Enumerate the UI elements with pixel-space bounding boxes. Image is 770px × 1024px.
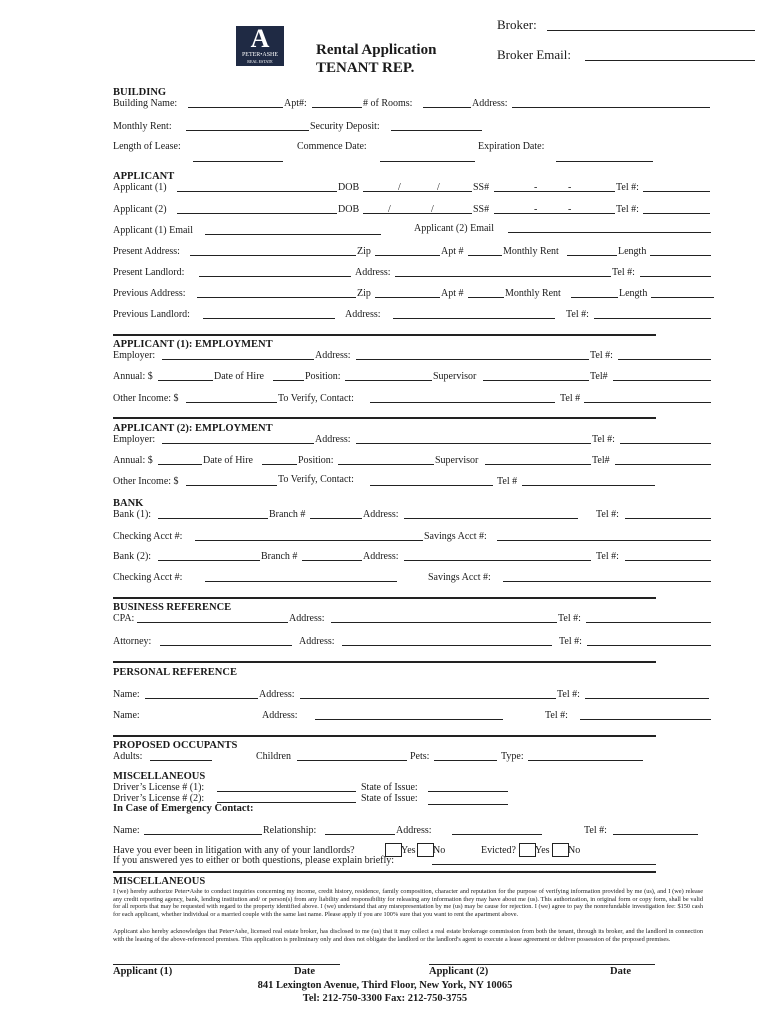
other-income1-label: Other Income: $ xyxy=(113,393,179,404)
applicant1-email-field[interactable] xyxy=(205,234,381,235)
verify2-label: To Verify, Contact: xyxy=(278,474,354,485)
dob-slash: / xyxy=(398,182,401,193)
attorney-address-label: Address: xyxy=(299,636,335,647)
applicant1-dob-field[interactable] xyxy=(363,191,472,192)
applicant2-tel-field[interactable] xyxy=(643,213,710,214)
supervisor2-label: Supervisor xyxy=(435,455,479,466)
hire1-field[interactable] xyxy=(273,380,304,381)
bank2-address-label: Address: xyxy=(363,551,399,562)
present-landlord-tel-field[interactable] xyxy=(640,276,711,277)
present-rent-label: Monthly Rent xyxy=(503,246,559,257)
section-divider xyxy=(113,871,656,873)
cpa-tel-label: Tel #: xyxy=(558,613,581,624)
authorization-text: I (we) hereby authorize Peter•Ashe to conduct inquiries concerning my income, credit history, residence, family composition, character and reputation for the purpose of verifying information provided by me (us), and I (we) release any credit reporting agency, bank, lending institution and/ or person(s) from any liability and responsibility for releasing any information they may have about me (us). This authorization, in original form or copy form, shall be valid for all reports that may be requested with regard to the property identified above. I (we) understand that any misrepresentation by me (us) may be cause for rejection. I (we) agree to pay the nonrefundable investigation fee: $150 cash for each applicant, whether individual or a married couple with the same last name. Please apply if you are 100% sure that you want to rent the apartment above. xyxy=(113,888,703,919)
previous-length-field[interactable] xyxy=(651,297,714,298)
bank2-tel-field[interactable] xyxy=(625,560,711,561)
business-reference-heading: BUSINESS REFERENCE xyxy=(113,602,232,613)
applicant2-signature-line[interactable] xyxy=(429,964,655,965)
bank1-address-field[interactable] xyxy=(404,518,578,519)
verify1-label: To Verify, Contact: xyxy=(278,393,354,404)
apt-field[interactable] xyxy=(312,107,362,108)
applicant2-label: Applicant (2) xyxy=(113,204,167,215)
other-income2-label: Other Income: $ xyxy=(113,476,179,487)
lease-length-field[interactable] xyxy=(193,161,283,162)
apt-label: Apt#: xyxy=(284,98,307,109)
ss-dash: - xyxy=(534,182,538,193)
relationship-label: Relationship: xyxy=(263,825,317,836)
license1-field[interactable] xyxy=(217,791,356,792)
applicant1-tel-label: Tel #: xyxy=(616,182,639,193)
license1-state-label: State of Issue: xyxy=(361,782,418,793)
present-rent-field[interactable] xyxy=(567,255,617,256)
previous-landlord-tel-label: Tel #: xyxy=(566,309,589,320)
building-heading: BUILDING xyxy=(113,87,167,98)
emergency-contact-heading: In Case of Emergency Contact: xyxy=(113,803,254,814)
section-divider xyxy=(113,334,656,336)
emergency-tel-field[interactable] xyxy=(613,834,698,835)
logo-name: PETER•ASHE xyxy=(241,52,279,58)
personal1-address-label: Address: xyxy=(259,689,295,700)
checking1-field[interactable] xyxy=(195,540,423,541)
annual2-field[interactable] xyxy=(158,464,202,465)
broker-label: Broker: xyxy=(497,17,537,32)
previous-landlord-tel-field[interactable] xyxy=(594,318,711,319)
employment2-heading: APPLICANT (2): EMPLOYMENT xyxy=(113,423,273,434)
employer2-label: Employer: xyxy=(113,434,156,445)
footer-address: 841 Lexington Avenue, Third Floor, New York, NY 10065 xyxy=(257,980,513,991)
rooms-label: # of Rooms: xyxy=(363,98,413,109)
dob-slash: / xyxy=(388,204,391,215)
adults-label: Adults: xyxy=(113,751,143,762)
present-zip-label: Zip xyxy=(357,246,371,257)
monthly-rent-field[interactable] xyxy=(186,130,309,131)
broker-email-label: Broker Email: xyxy=(497,47,572,62)
previous-landlord-label: Previous Landlord: xyxy=(113,309,190,320)
other-income1-field[interactable] xyxy=(186,402,277,403)
dob-slash: / xyxy=(437,182,440,193)
employer1-tel-label: Tel #: xyxy=(590,350,613,361)
present-length-label: Length xyxy=(618,246,647,257)
litigation-no-label: No xyxy=(433,845,446,856)
applicant1-date-label: Date xyxy=(294,966,315,977)
present-zip-field[interactable] xyxy=(375,255,440,256)
annual1-label: Annual: $ xyxy=(113,371,153,382)
employer1-label: Employer: xyxy=(113,350,156,361)
cpa-field[interactable] xyxy=(137,622,288,623)
logo-letter: A xyxy=(250,24,270,53)
form-title: Rental Application xyxy=(316,42,437,58)
personal2-tel-field[interactable] xyxy=(580,719,711,720)
ss-dash: - xyxy=(568,204,572,215)
bank2-label: Bank (2): xyxy=(113,551,152,562)
previous-zip-field[interactable] xyxy=(375,297,440,298)
license1-state-field[interactable] xyxy=(428,791,508,792)
present-apt-label: Apt # xyxy=(441,246,464,257)
litigation-yes-label: Yes xyxy=(401,845,416,856)
applicant2-signature-label: Applicant (2) xyxy=(429,966,489,977)
footer-phone: Tel: 212-750-3300 Fax: 212-750-3755 xyxy=(302,993,468,1004)
employer1-field[interactable] xyxy=(162,359,314,360)
applicant2-date-label: Date xyxy=(610,966,631,977)
personal-reference-heading: PERSONAL REFERENCE xyxy=(113,667,237,678)
previous-zip-label: Zip xyxy=(357,288,371,299)
employer2-tel-label: Tel #: xyxy=(592,434,615,445)
verify1-tel-field[interactable] xyxy=(584,402,711,403)
building-address-field[interactable] xyxy=(512,107,710,108)
adults-field[interactable] xyxy=(150,760,212,761)
acknowledgement-text: Applicant also hereby acknowledges that Peter•Ashe, licensed real estate broker, has disclosed to me (us) that it may collect a real estate brokerage commission from both the tenant, through its broker, and the landlord in connection with the leasing of the above-referenced premises. This application is preliminary only and does not obligate the landlord or the landlord's agent to execute a lease agreement or deliver possession of the proposed premises. xyxy=(113,928,703,943)
broker-field[interactable] xyxy=(547,30,755,31)
broker-email-field[interactable] xyxy=(585,60,755,61)
attorney-address-field[interactable] xyxy=(342,645,552,646)
present-length-field[interactable] xyxy=(650,255,711,256)
expiration-date-label: Expiration Date: xyxy=(478,141,545,152)
emergency-name-label: Name: xyxy=(113,825,140,836)
evicted-no-checkbox[interactable] xyxy=(552,843,569,857)
bank-heading: BANK xyxy=(113,498,144,509)
applicant2-ss-field[interactable] xyxy=(494,213,615,214)
personal2-tel-label: Tel #: xyxy=(545,710,568,721)
present-address-label: Present Address: xyxy=(113,246,180,257)
employer2-address-label: Address: xyxy=(315,434,351,445)
applicant1-tel-field[interactable] xyxy=(643,191,710,192)
checking1-label: Checking Acct #: xyxy=(113,531,183,542)
employer1-tel2-field[interactable] xyxy=(613,380,711,381)
applicant2-email-field[interactable] xyxy=(508,232,711,233)
savings1-label: Savings Acct #: xyxy=(424,531,487,542)
employer2-field[interactable] xyxy=(162,443,314,444)
building-address-label: Address: xyxy=(472,98,508,109)
expiration-date-field[interactable] xyxy=(556,161,653,162)
applicant2-dob-field[interactable] xyxy=(363,213,472,214)
annual2-label: Annual: $ xyxy=(113,455,153,466)
bank2-field[interactable] xyxy=(158,560,260,561)
form-subtitle: TENANT REP. xyxy=(316,60,415,76)
previous-apt-label: Apt # xyxy=(441,288,464,299)
emergency-tel-label: Tel #: xyxy=(584,825,607,836)
commence-date-field[interactable] xyxy=(380,161,475,162)
bank1-address-label: Address: xyxy=(363,509,399,520)
explain-field[interactable] xyxy=(432,864,656,865)
bank1-tel-field[interactable] xyxy=(625,518,711,519)
children-field[interactable] xyxy=(297,760,407,761)
previous-rent-label: Monthly Rent xyxy=(505,288,561,299)
bank2-branch-label: Branch # xyxy=(261,551,298,562)
applicant2-dob-label: DOB xyxy=(338,204,360,215)
present-landlord-label: Present Landlord: xyxy=(113,267,185,278)
employer1-address-label: Address: xyxy=(315,350,351,361)
applicant1-email-label: Applicant (1) Email xyxy=(113,225,193,236)
applicant1-ss-label: SS# xyxy=(473,182,490,193)
personal2-address-field[interactable] xyxy=(315,719,503,720)
logo-sub: REAL ESTATE xyxy=(247,59,273,64)
employer2-tel2-label: Tel# xyxy=(592,455,610,466)
security-deposit-label: Security Deposit: xyxy=(310,121,380,132)
applicant1-ss-field[interactable] xyxy=(494,191,615,192)
license2-state-label: State of Issue: xyxy=(361,793,418,804)
employer2-tel2-field[interactable] xyxy=(615,464,711,465)
employer1-tel2-label: Tel# xyxy=(590,371,608,382)
bank1-branch-field[interactable] xyxy=(310,518,362,519)
evicted-no-label: No xyxy=(568,845,581,856)
evicted-yes-checkbox[interactable] xyxy=(519,843,536,857)
verify1-field[interactable] xyxy=(370,402,555,403)
building-name-field[interactable] xyxy=(188,107,283,108)
applicant2-name-field[interactable] xyxy=(177,213,337,214)
license2-label: Driver’s License # (2): xyxy=(113,793,205,804)
personal1-name-field[interactable] xyxy=(145,698,258,699)
bank2-tel-label: Tel #: xyxy=(596,551,619,562)
applicant2-ss-label: SS# xyxy=(473,204,490,215)
present-landlord-field[interactable] xyxy=(199,276,351,277)
bank1-label: Bank (1): xyxy=(113,509,152,520)
pet-type-field[interactable] xyxy=(528,760,643,761)
present-apt-field[interactable] xyxy=(468,255,502,256)
attorney-tel-label: Tel #: xyxy=(559,636,582,647)
attorney-tel-field[interactable] xyxy=(587,645,711,646)
position2-label: Position: xyxy=(298,455,334,466)
bank1-tel-label: Tel #: xyxy=(596,509,619,520)
attorney-field[interactable] xyxy=(160,645,292,646)
emergency-name-field[interactable] xyxy=(144,834,262,835)
personal1-address-field[interactable] xyxy=(300,698,556,699)
ss-dash: - xyxy=(568,182,572,193)
company-logo xyxy=(236,26,284,66)
employment1-heading: APPLICANT (1): EMPLOYMENT xyxy=(113,339,273,350)
lease-length-label: Length of Lease: xyxy=(113,141,181,152)
rooms-field[interactable] xyxy=(423,107,471,108)
employer1-tel-field[interactable] xyxy=(618,359,711,360)
applicant1-dob-label: DOB xyxy=(338,182,360,193)
savings2-label: Savings Acct #: xyxy=(428,572,491,583)
section-divider xyxy=(113,417,656,419)
employer2-tel-field[interactable] xyxy=(620,443,711,444)
applicant-heading: APPLICANT xyxy=(113,171,175,182)
annual1-field[interactable] xyxy=(158,380,213,381)
section-divider xyxy=(113,735,656,737)
hire2-label: Date of Hire xyxy=(203,455,253,466)
applicant2-email-label: Applicant (2) Email xyxy=(414,223,494,234)
personal2-address-label: Address: xyxy=(262,710,298,721)
verify2-tel-label: Tel # xyxy=(497,476,518,487)
previous-landlord-address-label: Address: xyxy=(345,309,381,320)
present-landlord-address-field[interactable] xyxy=(395,276,611,277)
checking2-field[interactable] xyxy=(205,581,397,582)
previous-landlord-address-field[interactable] xyxy=(393,318,555,319)
personal1-name-label: Name: xyxy=(113,689,140,700)
pets-field[interactable] xyxy=(434,760,497,761)
savings1-field[interactable] xyxy=(497,540,711,541)
cpa-address-field[interactable] xyxy=(331,622,557,623)
ss-dash: - xyxy=(534,204,538,215)
commence-date-label: Commence Date: xyxy=(297,141,367,152)
personal1-tel-label: Tel #: xyxy=(557,689,580,700)
cpa-tel-field[interactable] xyxy=(586,622,711,623)
cpa-label: CPA: xyxy=(113,613,135,624)
relationship-field[interactable] xyxy=(325,834,395,835)
supervisor2-field[interactable] xyxy=(485,464,591,465)
previous-apt-field[interactable] xyxy=(468,297,504,298)
occupants-heading: PROPOSED OCCUPANTS xyxy=(113,740,238,751)
cpa-address-label: Address: xyxy=(289,613,325,624)
personal2-name-label: Name: xyxy=(113,710,140,721)
bank1-branch-label: Branch # xyxy=(269,509,306,520)
supervisor1-field[interactable] xyxy=(483,380,589,381)
evicted-question: Evicted? xyxy=(481,845,516,856)
position1-label: Position: xyxy=(305,371,341,382)
verify2-field[interactable] xyxy=(370,485,493,486)
security-deposit-field[interactable] xyxy=(391,130,482,131)
license2-state-field[interactable] xyxy=(428,804,508,805)
verify1-tel-label: Tel # xyxy=(560,393,581,404)
present-address-field[interactable] xyxy=(190,255,356,256)
explain-prompt: If you answered yes to either or both questions, please explain briefly: xyxy=(113,855,395,866)
pet-type-label: Type: xyxy=(501,751,524,762)
employer1-address-field[interactable] xyxy=(356,359,589,360)
hire2-field[interactable] xyxy=(262,464,297,465)
attorney-label: Attorney: xyxy=(113,636,152,647)
savings2-field[interactable] xyxy=(503,581,711,582)
applicant1-name-field[interactable] xyxy=(177,191,337,192)
bank2-address-field[interactable] xyxy=(404,560,591,561)
evicted-yes-label: Yes xyxy=(535,845,550,856)
present-landlord-tel-label: Tel #: xyxy=(612,267,635,278)
previous-landlord-field[interactable] xyxy=(203,318,335,319)
applicant1-label: Applicant (1) xyxy=(113,182,167,193)
pets-label: Pets: xyxy=(410,751,430,762)
bank1-field[interactable] xyxy=(158,518,268,519)
position1-field[interactable] xyxy=(345,380,432,381)
children-label: Children xyxy=(256,751,291,762)
applicant1-signature-line[interactable] xyxy=(113,964,340,965)
building-name-label: Building Name: xyxy=(113,98,178,109)
personal1-tel-field[interactable] xyxy=(585,698,709,699)
previous-rent-field[interactable] xyxy=(571,297,618,298)
monthly-rent-label: Monthly Rent: xyxy=(113,121,172,132)
previous-length-label: Length xyxy=(619,288,648,299)
misc-legal-heading: MISCELLANEOUS xyxy=(113,876,206,887)
applicant1-signature-label: Applicant (1) xyxy=(113,966,173,977)
previous-address-field[interactable] xyxy=(197,297,356,298)
verify2-tel-field[interactable] xyxy=(522,485,655,486)
license1-label: Driver’s License # (1): xyxy=(113,782,205,793)
other-income2-field[interactable] xyxy=(186,485,277,486)
litigation-no-checkbox[interactable] xyxy=(417,843,434,857)
bank2-branch-field[interactable] xyxy=(302,560,362,561)
misc-heading: MISCELLANEOUS xyxy=(113,771,206,782)
emergency-address-field[interactable] xyxy=(452,834,542,835)
checking2-label: Checking Acct #: xyxy=(113,572,183,583)
previous-address-label: Previous Address: xyxy=(113,288,186,299)
section-divider xyxy=(113,661,656,663)
position2-field[interactable] xyxy=(338,464,434,465)
present-landlord-address-label: Address: xyxy=(355,267,391,278)
dob-slash: / xyxy=(431,204,434,215)
supervisor1-label: Supervisor xyxy=(433,371,477,382)
hire1-label: Date of Hire xyxy=(214,371,264,382)
emergency-address-label: Address: xyxy=(396,825,432,836)
applicant2-tel-label: Tel #: xyxy=(616,204,639,215)
litigation-question: Have you ever been in litigation with any of your landlords? xyxy=(113,845,355,856)
employer2-address-field[interactable] xyxy=(356,443,591,444)
section-divider xyxy=(113,597,656,599)
